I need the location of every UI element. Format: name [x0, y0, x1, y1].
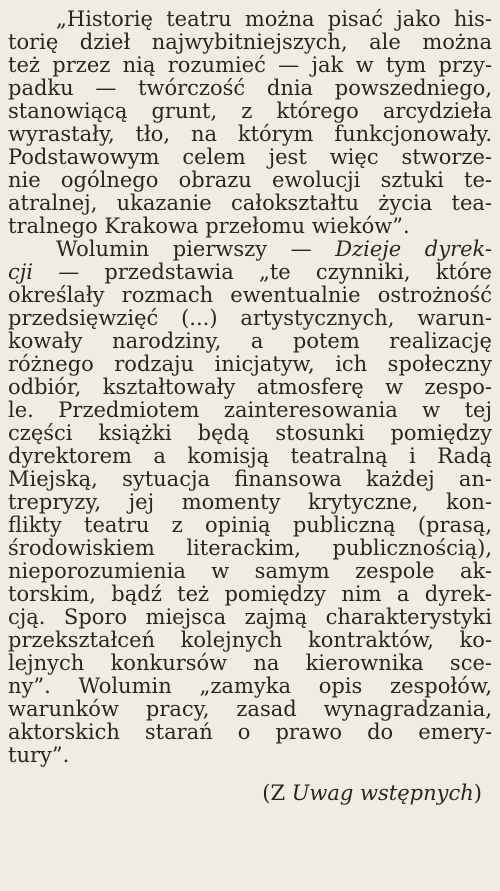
- text-line: [8, 54, 492, 77]
- italic-text: Dzieje dyrek-: [335, 237, 492, 261]
- text-line: [8, 468, 492, 491]
- text-line: [8, 169, 492, 192]
- text-line: [8, 514, 492, 537]
- text-line: [8, 284, 492, 307]
- text-line: [8, 744, 492, 767]
- line-text: padku — twórczość dnia powszedniego,: [8, 76, 492, 100]
- signature-spacer: [8, 767, 492, 782]
- line-text: Miejską, sytuacja finansowa każdej an-: [8, 467, 492, 491]
- line-text: różnego rodzaju inicjatyw, ich społeczny: [8, 352, 492, 376]
- text-line: [8, 675, 492, 698]
- text-line: [8, 606, 492, 629]
- line-text: tralnego Krakowa przełomu wieków”.: [8, 214, 410, 238]
- text-line: [8, 583, 492, 606]
- line-text: Wolumin pierwszy —: [56, 237, 336, 261]
- citation-open: (Z: [262, 781, 292, 805]
- text-line: [8, 652, 492, 675]
- line-text: le. Przedmiotem zainteresowania w tej: [8, 398, 492, 422]
- line-text: nie ogólnego obrazu ewolucji sztuki te-: [8, 168, 492, 192]
- line-text: tury”.: [8, 743, 70, 767]
- text-line: [8, 215, 492, 238]
- line-text: — przedstawia „te czynniki, które: [33, 260, 492, 284]
- line-text: warunków pracy, zasad wynagradzania,: [8, 697, 492, 721]
- line-text: torię dzieł najwybitniejszych, ale można: [8, 30, 492, 54]
- text-line: [8, 123, 492, 146]
- source-citation: [8, 782, 492, 805]
- line-text: odbiór, kształtowały atmosferę w zespo-: [8, 375, 492, 399]
- text-line: [8, 238, 492, 261]
- line-text: nieporozumienia w samym zespole ak-: [8, 559, 492, 583]
- citation-title: Uwag wstępnych: [291, 781, 474, 805]
- text-line: [8, 31, 492, 54]
- text-line: [8, 376, 492, 399]
- text-line: [8, 629, 492, 652]
- text-line: [8, 698, 492, 721]
- text-line: [8, 330, 492, 353]
- line-text: Podstawowym celem jest więc stworze-: [8, 145, 492, 169]
- text-line: [8, 77, 492, 100]
- line-text: torskim, bądź też pomiędzy nim a dyrek-: [8, 582, 492, 606]
- line-text: kowały narodziny, a potem realizację: [8, 329, 492, 353]
- text-line: [8, 537, 492, 560]
- text-line: [8, 146, 492, 169]
- line-text: ny”. Wolumin „zamyka opis zespołów,: [8, 674, 492, 698]
- text-line: [8, 192, 492, 215]
- line-text: „Historię teatru można pisać jako his-: [56, 7, 492, 31]
- text-line: [8, 560, 492, 583]
- line-text: flikty teatru z opinią publiczną (prasą,: [8, 513, 492, 537]
- text-line: [8, 353, 492, 376]
- line-text: stanowiącą grunt, z którego arcydzieła: [8, 99, 492, 123]
- text-line: [8, 422, 492, 445]
- line-text: przedsięwzięć (...) artystycznych, warun-: [8, 306, 492, 330]
- text-line: [8, 445, 492, 468]
- line-text: środowiskiem literackim, publicznością),: [8, 536, 492, 560]
- text-line: [8, 399, 492, 422]
- text-line: [8, 8, 492, 31]
- line-text: atralnej, ukazanie całokształtu życia tea-: [8, 191, 492, 215]
- line-text: określały rozmach ewentualnie ostrożność: [8, 283, 492, 307]
- line-text: cją. Sporo miejsca zajmą charakterystyki: [8, 605, 492, 629]
- line-text: wyrastały, tło, na którym funkcjonowały.: [8, 122, 492, 146]
- text-line: [8, 261, 492, 284]
- line-text: trepryzy, jej momenty krytyczne, kon-: [8, 490, 492, 514]
- line-text: lejnych konkursów na kierownika sce-: [8, 651, 492, 675]
- italic-text: cji: [8, 260, 33, 284]
- text-line: [8, 491, 492, 514]
- line-text: aktorskich starań o prawo do emery-: [8, 720, 492, 744]
- line-text: dyrektorem a komisją teatralną i Radą: [8, 444, 492, 468]
- line-text: przekształceń kolejnych kontraktów, ko-: [8, 628, 492, 652]
- text-line: [8, 100, 492, 123]
- text-line: [8, 721, 492, 744]
- text-line: [8, 307, 492, 330]
- document-text: [8, 8, 492, 767]
- line-text: też przez nią rozumieć — jak w tym przy-: [8, 53, 492, 77]
- line-text: części książki będą stosunki pomiędzy: [8, 421, 492, 445]
- citation-close: ): [473, 781, 482, 805]
